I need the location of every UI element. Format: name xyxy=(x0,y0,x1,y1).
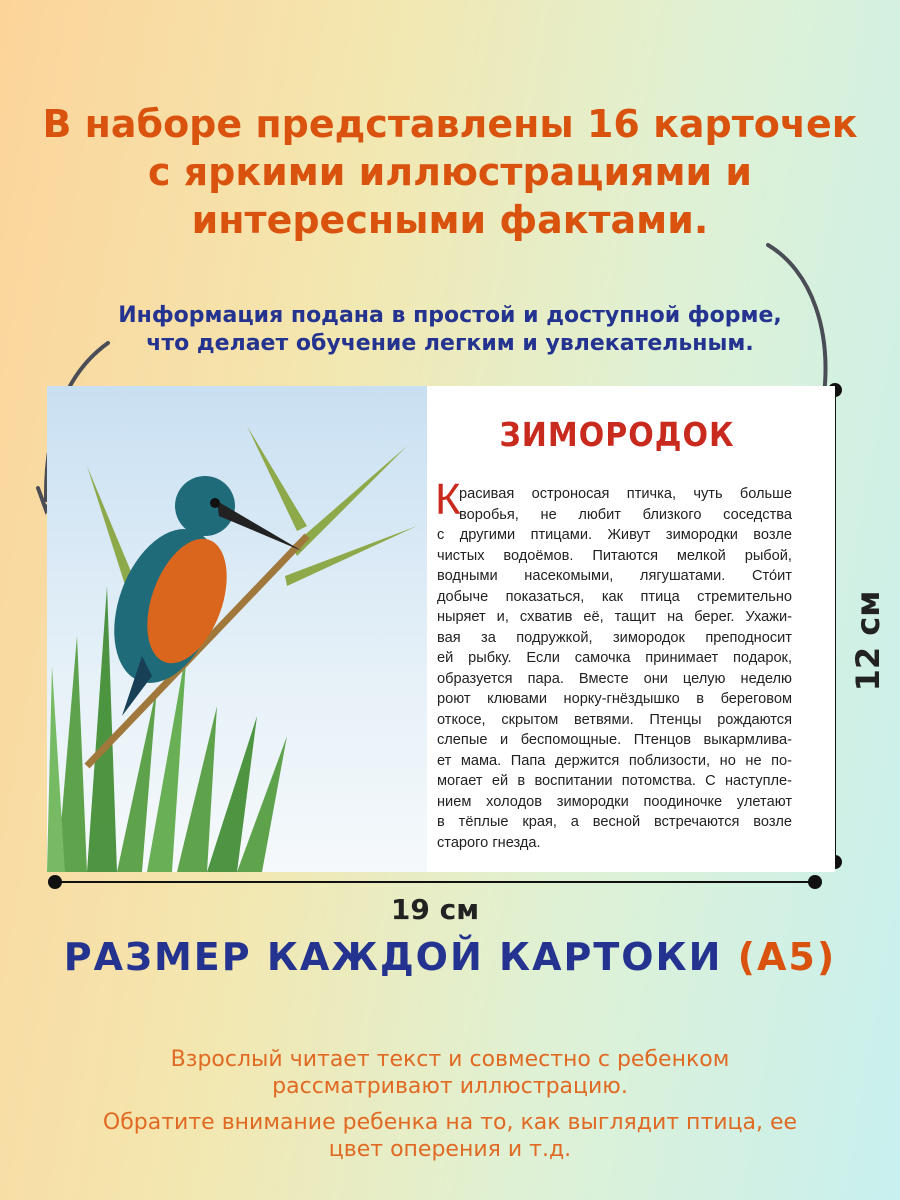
text-line: образуется пара. Вместе они целую неделю xyxy=(437,670,792,687)
kingfisher-illustration xyxy=(47,386,427,872)
width-label: 19 см xyxy=(390,893,480,926)
text-line: слепые и беспомощные. Птенцов выкармлива- xyxy=(437,732,792,748)
text-line: водными насекомыми, лягушатами. Сто́ит xyxy=(437,568,792,584)
footer-line: рассматривают иллюстрацию. xyxy=(272,1074,628,1099)
height-label: 12 см xyxy=(849,590,887,692)
text-line: ныряет и, схватив её, тащит на берег. Ухажи- xyxy=(437,609,792,625)
width-dimension-line xyxy=(48,875,822,889)
dropcap: К xyxy=(435,475,461,524)
text-line: вая за подружкой, зимородок преподносит xyxy=(437,629,792,646)
size-format: (А5) xyxy=(737,935,837,979)
footer-line: Обратите внимание ребенка на то, как выглядит птица, ее xyxy=(102,1110,798,1135)
text-line: в тёплые края, а весной встречаются возле xyxy=(437,814,792,830)
footer-line: цвет оперения и т.д. xyxy=(328,1137,572,1162)
headline-line: с яркими иллюстрациями и xyxy=(147,150,753,194)
text-line: воробья, не любит близкого соседства xyxy=(459,506,792,523)
text-line: добыче показаться, как птица стремительно xyxy=(437,588,792,605)
sample-card xyxy=(47,386,835,872)
text-line: ет мама. Папа держится поблизости, но не по- xyxy=(437,752,792,769)
text-line: ей рыбку. Если самочка принимает подарок, xyxy=(437,650,792,666)
text-line: нием холодов зимородки поодиночке улетают xyxy=(437,793,792,810)
card-text xyxy=(435,475,792,853)
headline-line: В наборе представлены 16 карточек xyxy=(42,102,858,146)
size-title-text: РАЗМЕР КАЖДОЙ КАРТОКИ xyxy=(63,935,723,979)
kingfisher-bird-icon xyxy=(47,386,427,872)
headline-line: интересными фактами. xyxy=(191,198,709,242)
card-title: ЗИМОРОДОК xyxy=(499,416,735,455)
footer-line: Взрослый читает текст и совместно с ребенком xyxy=(170,1047,730,1072)
footer-note-1 xyxy=(0,1046,900,1100)
size-title xyxy=(0,935,900,979)
text-line: могает ей в воспитании потомства. С наступле- xyxy=(437,773,792,789)
subheadline-line: что делает обучение легким и увлекательным. xyxy=(146,331,754,356)
text-line: чистых водоёмов. Питаются мелкой рыбой, xyxy=(437,547,792,564)
text-line: роют клювами норку-гнёздышко в береговом xyxy=(437,691,792,707)
text-line: старого гнезда. xyxy=(437,834,541,851)
subheadline-line: Информация подана в простой и доступной форме, xyxy=(118,303,782,328)
footer-note-2 xyxy=(0,1109,900,1163)
text-line: откосе, скрытом ветвями. Птенцы рождаются xyxy=(437,711,792,728)
text-line: расивая остроносая птичка, чуть больше xyxy=(459,486,792,502)
text-line: с другими птицами. Живут зимородки возле xyxy=(437,527,792,543)
